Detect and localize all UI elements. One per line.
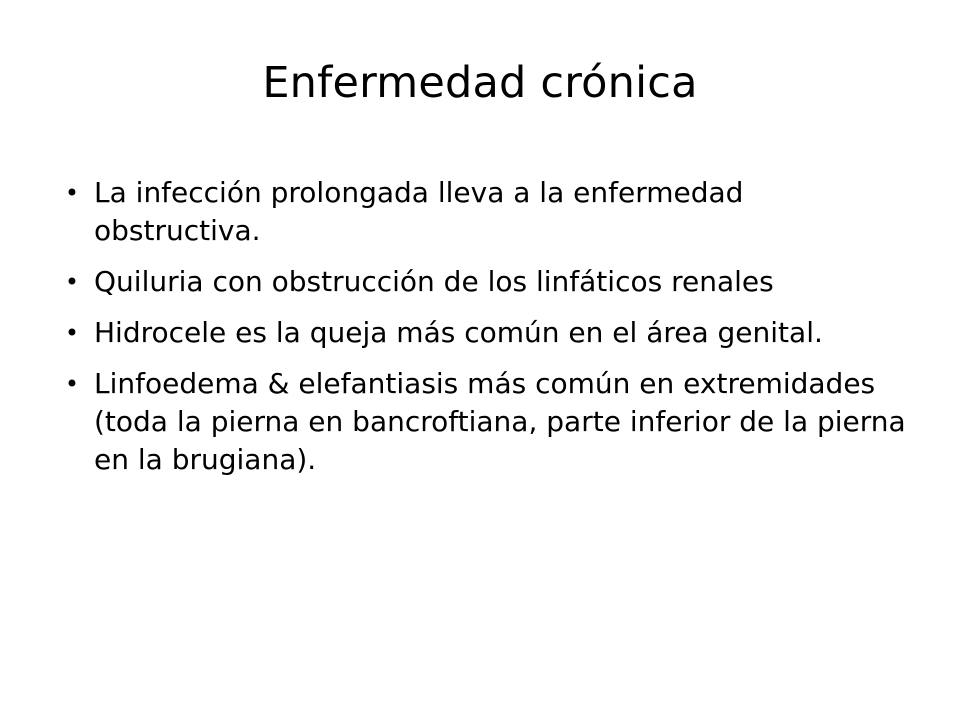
bullet-dot-icon: • [64,179,80,207]
bullet-list [64,174,914,492]
bullet-item [64,263,914,301]
slide-title: Enfermedad crónica [262,58,698,108]
bullet-text: Hidrocele es la queja más común en el área genital. [94,316,823,349]
bullet-dot-icon: • [64,370,80,398]
bullet-text: Quiluria con obstrucción de los linfáticos renales [94,265,774,298]
bullet-text: La infección prolongada lleva a la enfermedad obstructiva. [94,176,744,247]
bullet-item [64,314,914,352]
bullet-dot-icon: • [64,268,80,296]
bullet-item [64,365,914,479]
bullet-dot-icon: • [64,319,80,347]
bullet-text: Linfoedema & elefantiasis más común en extremidades (toda la pierna en bancroftiana, parte inferior de la pierna en la brugiana). [94,367,906,476]
bullet-item [64,174,914,250]
